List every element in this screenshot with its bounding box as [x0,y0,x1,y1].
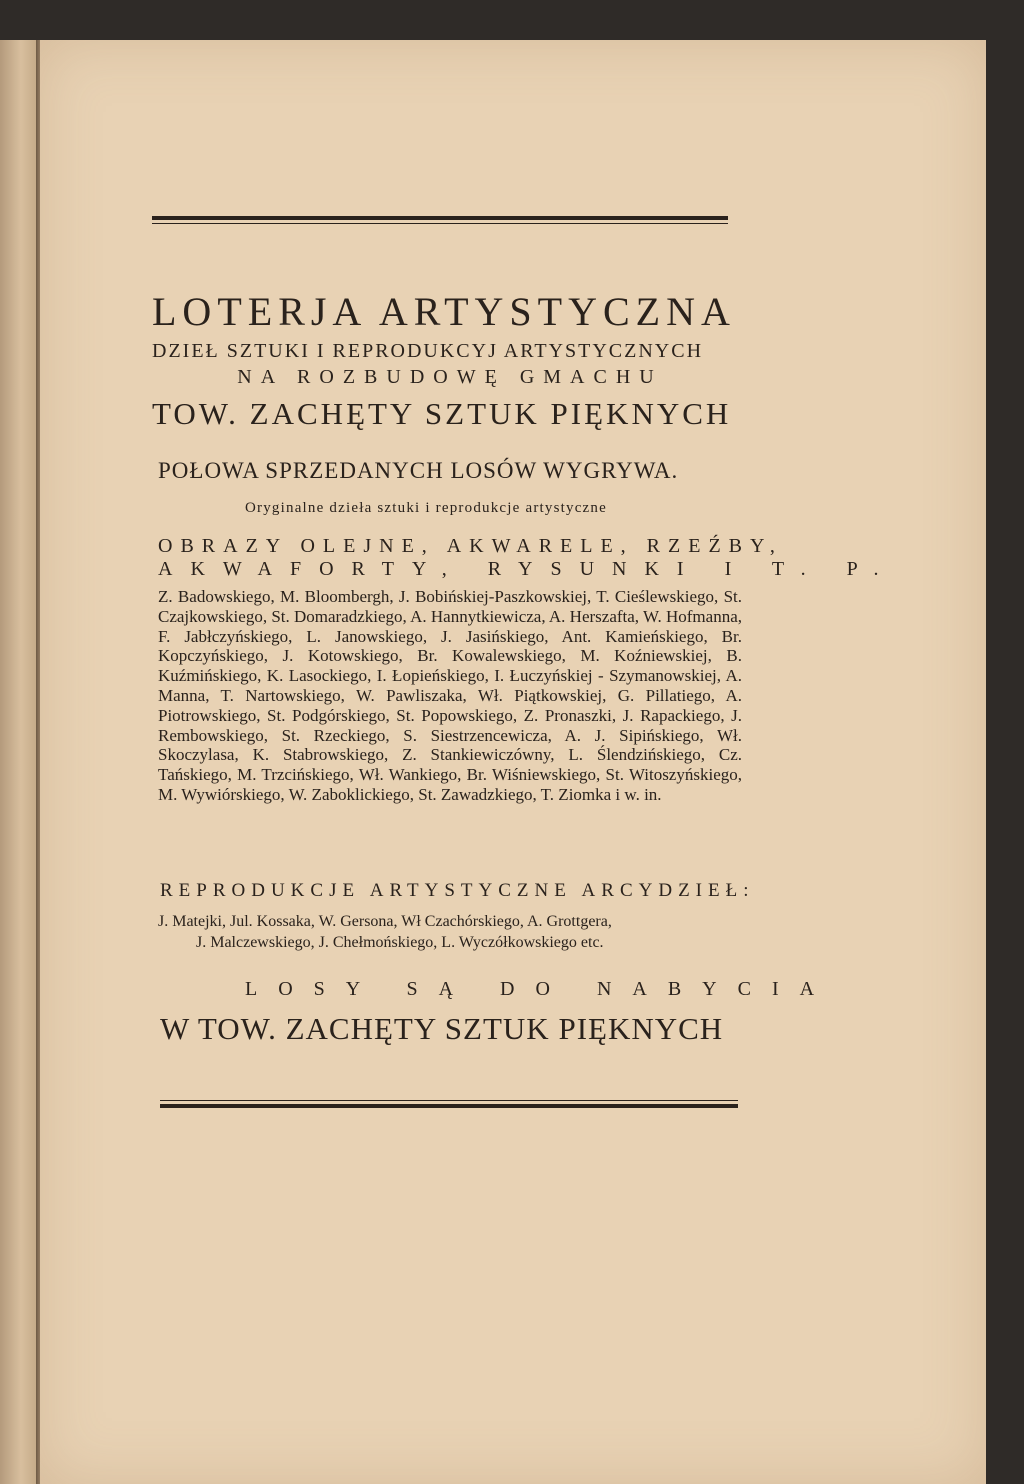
subtitle-line-2: NA ROZBUDOWĘ GMACHU [237,366,663,388]
categories-line-1: OBRAZY OLEJNE, AKWARELE, RZEŹBY, [158,535,783,557]
society-name: TOW. ZACHĘTY SZTUK PIĘKNYCH [152,396,732,431]
lottery-title: LOTERJA ARTYSTYCZNA [152,289,736,334]
original-works-note: Oryginalne dzieła sztuki i reprodukcje artystyczne [245,500,607,516]
reproductions-list [158,911,742,953]
half-tickets-win: POŁOWA SPRZEDANYCH LOSÓW WYGRYWA. [158,458,679,483]
subtitle-line-1: DZIEŁ SZTUKI I REPRODUKCYJ ARTYSTYCZNYCH [152,340,704,362]
artists-list: Z. Badowskiego, M. Bloombergh, J. Bobińskiej-Paszkowskiej, T. Cieślewskiego, St. Czajkowskiego, St. Domaradzkiego, A. Hannytkiewicza, A. Herszafta, W. Hofmanna, F. Jabłczyńskiego, L. Janowskiego, J. Jasińskiego, Ant. Kamieńskiego, Br. Kopczyńskiego, J. Kotowskiego, Br. Kowalewskiego, M. Koźniewskiej, B. Kuźmińskiego, K. Lasockiego, I. Łopieńskiego, I. Łuczyńskiej - Szymanowskiej, A. Manna, T. Nartowskiego, W. Pawliszaka, Wł. Piątkowskiej, G. Pillatiego, A. Piotrowskiego, St. Podgórskiego, St. Popowskiego, Z. Pronaszki, J. Rapackiego, J. Rembowskiego, St. Rzeckiego, S. Siestrzencewicza, A. J. Sipińskiego, Wł. Skoczylasa, K. Stabrowskiego, Z. Stankiewiczówny, L. Ślendzińskiego, Cz. Tańskiego, M. Trzcińskiego, Wł. Wankiego, Br. Wiśniewskiego, St. Witoszyńskiego, M. Wywiórskiego, W. Zaboklickiego, St. Zawadzkiego, T. Ziomka i w. in. [158,587,742,804]
background-edge [986,40,1024,1484]
reproductions-line-1: J. Matejki, Jul. Kossaka, W. Gersona, Wł Czachórskiego, A. Grottgera, [158,913,612,930]
bottom-rule [160,1100,738,1108]
left-page-edge [0,40,38,1484]
reproductions-heading: REPRODUKCJE ARTYSTYCZNE ARCYDZIEŁ: [160,880,755,901]
at-society: W TOW. ZACHĘTY SZTUK PIĘKNYCH [160,1011,724,1046]
reproductions-line-2: J. Malczewskiego, J. Chełmońskiego, L. Wyczółkowskiego etc. [196,934,604,951]
tickets-available: LOSY SĄ DO NABYCIA [245,978,836,1000]
top-rule [152,216,728,224]
categories-line-2: AKWAFORTY, RYSUNKI I T. P. [158,558,897,580]
